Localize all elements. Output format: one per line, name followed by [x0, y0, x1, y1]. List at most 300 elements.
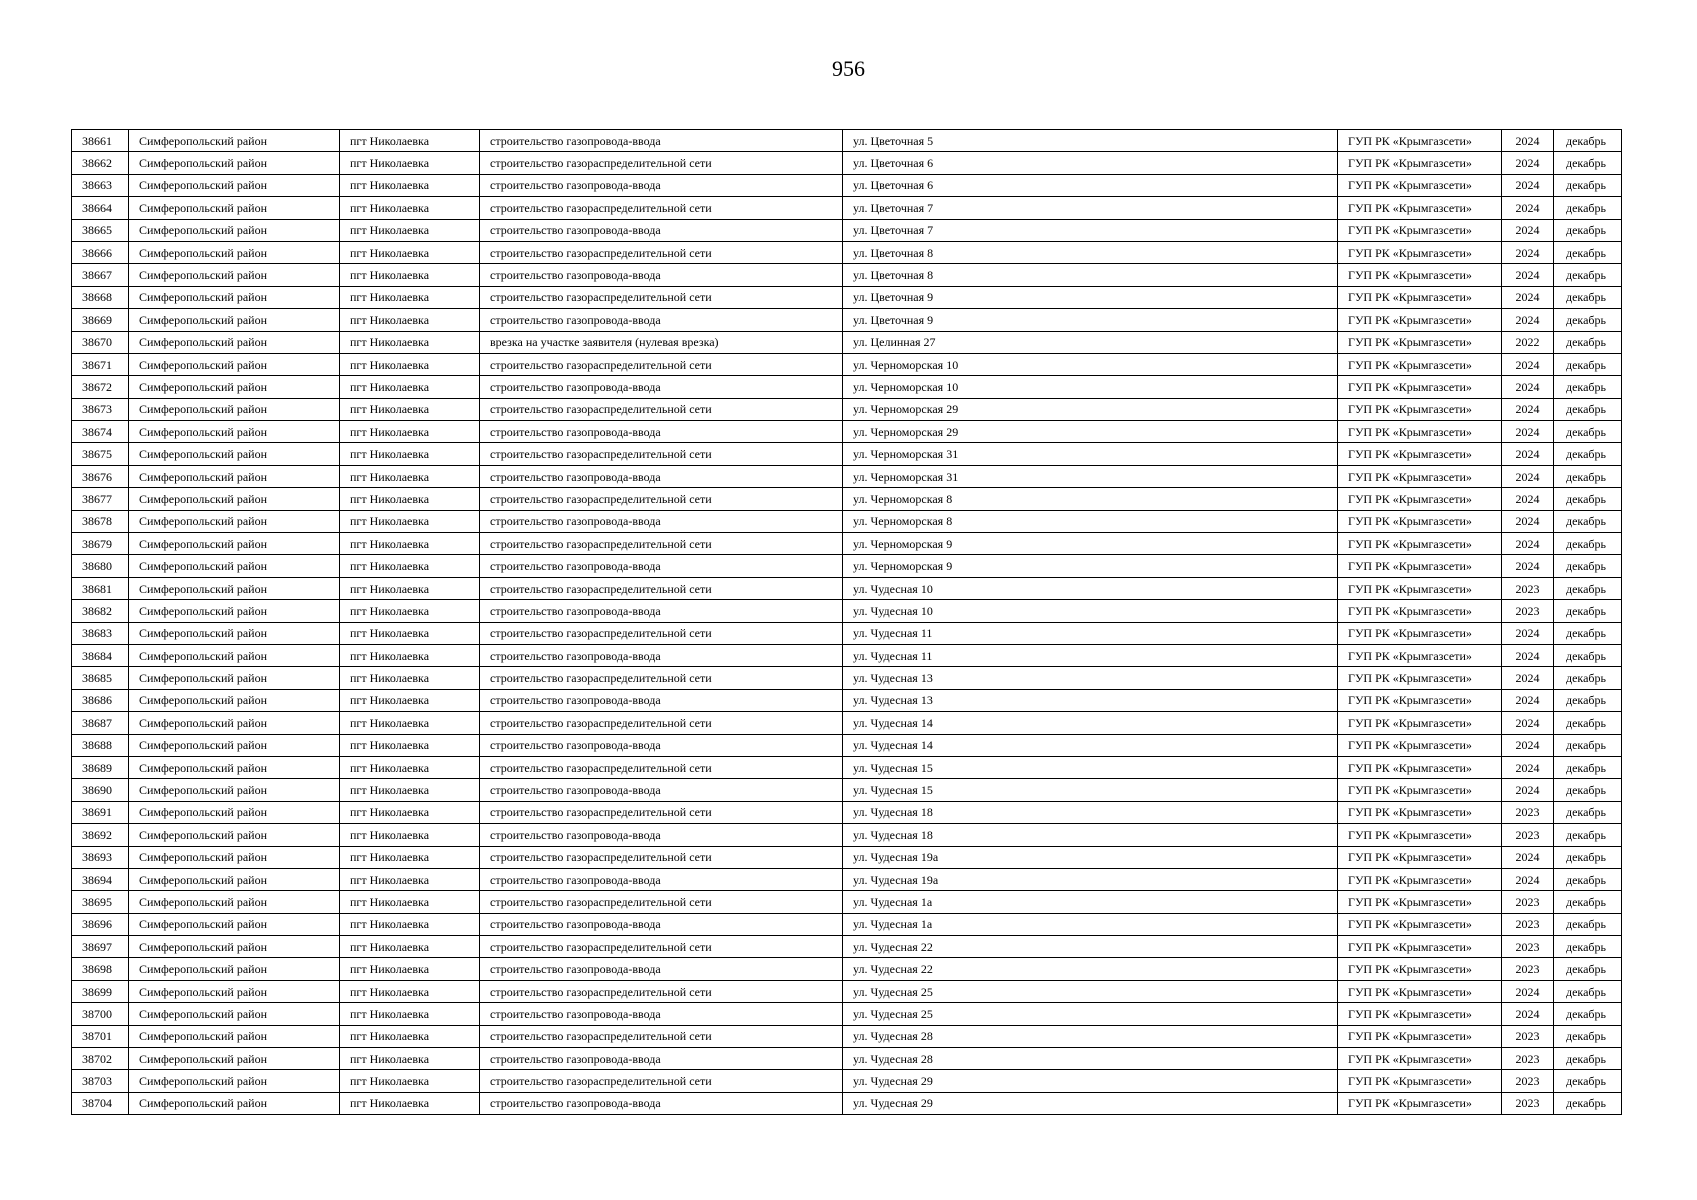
settlement-cell: пгт Николаевка [340, 577, 480, 599]
table-row [72, 980, 1622, 1002]
district-cell: Симферопольский район [129, 219, 340, 241]
district-cell: Симферопольский район [129, 936, 340, 958]
settlement-cell: пгт Николаевка [340, 443, 480, 465]
record-number-cell: 38670 [72, 331, 129, 353]
address-cell: ул. Цветочная 6 [843, 152, 1338, 174]
address-cell: ул. Чудесная 19а [843, 868, 1338, 890]
table-row [72, 465, 1622, 487]
address-cell: ул. Чудесная 10 [843, 600, 1338, 622]
organization-cell: ГУП РК «Крымгазсети» [1338, 644, 1502, 666]
settlement-cell: пгт Николаевка [340, 174, 480, 196]
address-cell: ул. Черноморская 8 [843, 510, 1338, 532]
settlement-cell: пгт Николаевка [340, 398, 480, 420]
organization-cell: ГУП РК «Крымгазсети» [1338, 510, 1502, 532]
organization-cell: ГУП РК «Крымгазсети» [1338, 197, 1502, 219]
work-type-cell: строительство газораспределительной сети [480, 667, 843, 689]
organization-cell: ГУП РК «Крымгазсети» [1338, 577, 1502, 599]
district-cell: Симферопольский район [129, 1092, 340, 1114]
table-row [72, 936, 1622, 958]
district-cell: Симферопольский район [129, 1025, 340, 1047]
record-number-cell: 38693 [72, 846, 129, 868]
year-cell: 2024 [1502, 555, 1554, 577]
year-cell: 2024 [1502, 443, 1554, 465]
settlement-cell: пгт Николаевка [340, 533, 480, 555]
record-number-cell: 38666 [72, 241, 129, 263]
record-number-cell: 38664 [72, 197, 129, 219]
organization-cell: ГУП РК «Крымгазсети» [1338, 264, 1502, 286]
work-type-cell: строительство газораспределительной сети [480, 846, 843, 868]
organization-cell: ГУП РК «Крымгазсети» [1338, 421, 1502, 443]
table-row [72, 331, 1622, 353]
month-cell: декабрь [1554, 152, 1622, 174]
work-type-cell: строительство газораспределительной сети [480, 353, 843, 375]
work-type-cell: строительство газопровода-ввода [480, 1003, 843, 1025]
address-cell: ул. Цветочная 8 [843, 241, 1338, 263]
month-cell: декабрь [1554, 891, 1622, 913]
work-type-cell: строительство газораспределительной сети [480, 443, 843, 465]
district-cell: Симферопольский район [129, 958, 340, 980]
address-cell: ул. Черноморская 29 [843, 398, 1338, 420]
district-cell: Симферопольский район [129, 443, 340, 465]
organization-cell: ГУП РК «Крымгазсети» [1338, 622, 1502, 644]
month-cell: декабрь [1554, 130, 1622, 152]
record-number-cell: 38690 [72, 779, 129, 801]
district-cell: Симферопольский район [129, 1070, 340, 1092]
year-cell: 2024 [1502, 868, 1554, 890]
work-type-cell: строительство газопровода-ввода [480, 689, 843, 711]
organization-cell: ГУП РК «Крымгазсети» [1338, 779, 1502, 801]
record-number-cell: 38697 [72, 936, 129, 958]
organization-cell: ГУП РК «Крымгазсети» [1338, 555, 1502, 577]
district-cell: Симферопольский район [129, 667, 340, 689]
table-row [72, 421, 1622, 443]
month-cell: декабрь [1554, 376, 1622, 398]
address-cell: ул. Чудесная 10 [843, 577, 1338, 599]
district-cell: Симферопольский район [129, 846, 340, 868]
month-cell: декабрь [1554, 331, 1622, 353]
settlement-cell: пгт Николаевка [340, 1092, 480, 1114]
year-cell: 2024 [1502, 197, 1554, 219]
work-type-cell: строительство газопровода-ввода [480, 734, 843, 756]
organization-cell: ГУП РК «Крымгазсети» [1338, 1048, 1502, 1070]
month-cell: декабрь [1554, 421, 1622, 443]
month-cell: декабрь [1554, 846, 1622, 868]
address-cell: ул. Цветочная 5 [843, 130, 1338, 152]
year-cell: 2024 [1502, 241, 1554, 263]
settlement-cell: пгт Николаевка [340, 510, 480, 532]
year-cell: 2024 [1502, 644, 1554, 666]
settlement-cell: пгт Николаевка [340, 622, 480, 644]
settlement-cell: пгт Николаевка [340, 353, 480, 375]
address-cell: ул. Цветочная 7 [843, 219, 1338, 241]
month-cell: декабрь [1554, 488, 1622, 510]
organization-cell: ГУП РК «Крымгазсети» [1338, 980, 1502, 1002]
table-row [72, 958, 1622, 980]
record-number-cell: 38668 [72, 286, 129, 308]
table-row [72, 197, 1622, 219]
year-cell: 2024 [1502, 980, 1554, 1002]
table-row [72, 913, 1622, 935]
year-cell: 2024 [1502, 174, 1554, 196]
district-cell: Симферопольский район [129, 734, 340, 756]
work-type-cell: строительство газораспределительной сети [480, 712, 843, 734]
address-cell: ул. Цветочная 9 [843, 286, 1338, 308]
work-type-cell: строительство газопровода-ввода [480, 264, 843, 286]
district-cell: Симферопольский район [129, 891, 340, 913]
record-number-cell: 38675 [72, 443, 129, 465]
work-type-cell: строительство газопровода-ввода [480, 309, 843, 331]
work-type-cell: строительство газораспределительной сети [480, 891, 843, 913]
organization-cell: ГУП РК «Крымгазсети» [1338, 1092, 1502, 1114]
table-row [72, 734, 1622, 756]
address-cell: ул. Чудесная 13 [843, 667, 1338, 689]
month-cell: декабрь [1554, 174, 1622, 196]
month-cell: декабрь [1554, 286, 1622, 308]
organization-cell: ГУП РК «Крымгазсети» [1338, 756, 1502, 778]
record-number-cell: 38673 [72, 398, 129, 420]
address-cell: ул. Цветочная 6 [843, 174, 1338, 196]
district-cell: Симферопольский район [129, 197, 340, 219]
year-cell: 2024 [1502, 353, 1554, 375]
month-cell: декабрь [1554, 510, 1622, 532]
year-cell: 2024 [1502, 667, 1554, 689]
record-number-cell: 38669 [72, 309, 129, 331]
address-cell: ул. Чудесная 15 [843, 756, 1338, 778]
record-number-cell: 38692 [72, 824, 129, 846]
organization-cell: ГУП РК «Крымгазсети» [1338, 488, 1502, 510]
record-number-cell: 38674 [72, 421, 129, 443]
settlement-cell: пгт Николаевка [340, 644, 480, 666]
organization-cell: ГУП РК «Крымгазсети» [1338, 152, 1502, 174]
work-type-cell: строительство газораспределительной сети [480, 1070, 843, 1092]
organization-cell: ГУП РК «Крымгазсети» [1338, 734, 1502, 756]
work-type-cell: строительство газопровода-ввода [480, 376, 843, 398]
address-cell: ул. Чудесная 18 [843, 801, 1338, 823]
settlement-cell: пгт Николаевка [340, 286, 480, 308]
work-type-cell: строительство газопровода-ввода [480, 824, 843, 846]
year-cell: 2024 [1502, 533, 1554, 555]
work-type-cell: строительство газопровода-ввода [480, 1048, 843, 1070]
settlement-cell: пгт Николаевка [340, 958, 480, 980]
year-cell: 2023 [1502, 936, 1554, 958]
month-cell: декабрь [1554, 353, 1622, 375]
district-cell: Симферопольский район [129, 980, 340, 1002]
work-type-cell: строительство газораспределительной сети [480, 936, 843, 958]
table-row [72, 174, 1622, 196]
year-cell: 2023 [1502, 1048, 1554, 1070]
month-cell: декабрь [1554, 600, 1622, 622]
month-cell: декабрь [1554, 1048, 1622, 1070]
address-cell: ул. Чудесная 28 [843, 1048, 1338, 1070]
year-cell: 2024 [1502, 219, 1554, 241]
year-cell: 2023 [1502, 1070, 1554, 1092]
organization-cell: ГУП РК «Крымгазсети» [1338, 309, 1502, 331]
work-type-cell: строительство газопровода-ввода [480, 130, 843, 152]
work-type-cell: строительство газораспределительной сети [480, 286, 843, 308]
district-cell: Симферопольский район [129, 689, 340, 711]
address-cell: ул. Чудесная 1а [843, 891, 1338, 913]
record-number-cell: 38688 [72, 734, 129, 756]
district-cell: Симферопольский район [129, 779, 340, 801]
month-cell: декабрь [1554, 868, 1622, 890]
record-number-cell: 38689 [72, 756, 129, 778]
year-cell: 2024 [1502, 264, 1554, 286]
table-row [72, 510, 1622, 532]
settlement-cell: пгт Николаевка [340, 712, 480, 734]
address-cell: ул. Чудесная 11 [843, 622, 1338, 644]
settlement-cell: пгт Николаевка [340, 197, 480, 219]
year-cell: 2024 [1502, 846, 1554, 868]
organization-cell: ГУП РК «Крымгазсети» [1338, 465, 1502, 487]
month-cell: декабрь [1554, 309, 1622, 331]
organization-cell: ГУП РК «Крымгазсети» [1338, 533, 1502, 555]
table-row [72, 1092, 1622, 1114]
settlement-cell: пгт Николаевка [340, 868, 480, 890]
district-cell: Симферопольский район [129, 376, 340, 398]
record-number-cell: 38686 [72, 689, 129, 711]
work-type-cell: строительство газораспределительной сети [480, 1025, 843, 1047]
table-row [72, 533, 1622, 555]
record-number-cell: 38698 [72, 958, 129, 980]
month-cell: декабрь [1554, 197, 1622, 219]
organization-cell: ГУП РК «Крымгазсети» [1338, 868, 1502, 890]
month-cell: декабрь [1554, 1070, 1622, 1092]
organization-cell: ГУП РК «Крымгазсети» [1338, 331, 1502, 353]
table-row [72, 622, 1622, 644]
address-cell: ул. Чудесная 15 [843, 779, 1338, 801]
month-cell: декабрь [1554, 936, 1622, 958]
organization-cell: ГУП РК «Крымгазсети» [1338, 801, 1502, 823]
address-cell: ул. Цветочная 9 [843, 309, 1338, 331]
district-cell: Симферопольский район [129, 286, 340, 308]
district-cell: Симферопольский район [129, 152, 340, 174]
address-cell: ул. Черноморская 31 [843, 465, 1338, 487]
organization-cell: ГУП РК «Крымгазсети» [1338, 241, 1502, 263]
year-cell: 2024 [1502, 465, 1554, 487]
work-type-cell: врезка на участке заявителя (нулевая врезка) [480, 331, 843, 353]
work-type-cell: строительство газораспределительной сети [480, 622, 843, 644]
year-cell: 2024 [1502, 286, 1554, 308]
district-cell: Симферопольский район [129, 130, 340, 152]
work-type-cell: строительство газораспределительной сети [480, 980, 843, 1002]
work-type-cell: строительство газопровода-ввода [480, 174, 843, 196]
organization-cell: ГУП РК «Крымгазсети» [1338, 667, 1502, 689]
work-type-cell: строительство газопровода-ввода [480, 913, 843, 935]
address-cell: ул. Чудесная 29 [843, 1092, 1338, 1114]
table-row [72, 398, 1622, 420]
table-row [72, 241, 1622, 263]
district-cell: Симферопольский район [129, 174, 340, 196]
district-cell: Симферопольский район [129, 353, 340, 375]
record-number-cell: 38680 [72, 555, 129, 577]
year-cell: 2023 [1502, 958, 1554, 980]
organization-cell: ГУП РК «Крымгазсети» [1338, 353, 1502, 375]
district-cell: Симферопольский район [129, 622, 340, 644]
table-row [72, 689, 1622, 711]
organization-cell: ГУП РК «Крымгазсети» [1338, 398, 1502, 420]
district-cell: Симферопольский район [129, 712, 340, 734]
month-cell: декабрь [1554, 644, 1622, 666]
table-row [72, 846, 1622, 868]
district-cell: Симферопольский район [129, 241, 340, 263]
settlement-cell: пгт Николаевка [340, 980, 480, 1002]
record-number-cell: 38682 [72, 600, 129, 622]
record-number-cell: 38691 [72, 801, 129, 823]
table-row [72, 130, 1622, 152]
work-type-cell: строительство газораспределительной сети [480, 398, 843, 420]
month-cell: декабрь [1554, 219, 1622, 241]
year-cell: 2023 [1502, 1025, 1554, 1047]
registry-body [72, 130, 1622, 1115]
year-cell: 2024 [1502, 779, 1554, 801]
district-cell: Симферопольский район [129, 398, 340, 420]
district-cell: Симферопольский район [129, 1048, 340, 1070]
work-type-cell: строительство газопровода-ввода [480, 219, 843, 241]
table-row [72, 219, 1622, 241]
month-cell: декабрь [1554, 913, 1622, 935]
address-cell: ул. Чудесная 22 [843, 936, 1338, 958]
month-cell: декабрь [1554, 756, 1622, 778]
table-row [72, 644, 1622, 666]
district-cell: Симферопольский район [129, 1003, 340, 1025]
address-cell: ул. Чудесная 28 [843, 1025, 1338, 1047]
work-type-cell: строительство газопровода-ввода [480, 644, 843, 666]
table-row [72, 801, 1622, 823]
organization-cell: ГУП РК «Крымгазсети» [1338, 936, 1502, 958]
table-row [72, 353, 1622, 375]
month-cell: декабрь [1554, 689, 1622, 711]
month-cell: декабрь [1554, 734, 1622, 756]
record-number-cell: 38699 [72, 980, 129, 1002]
district-cell: Симферопольский район [129, 913, 340, 935]
settlement-cell: пгт Николаевка [340, 779, 480, 801]
district-cell: Симферопольский район [129, 824, 340, 846]
organization-cell: ГУП РК «Крымгазсети» [1338, 1070, 1502, 1092]
month-cell: декабрь [1554, 264, 1622, 286]
district-cell: Симферопольский район [129, 801, 340, 823]
month-cell: декабрь [1554, 801, 1622, 823]
table-row [72, 152, 1622, 174]
address-cell: ул. Целинная 27 [843, 331, 1338, 353]
record-number-cell: 38671 [72, 353, 129, 375]
month-cell: декабрь [1554, 980, 1622, 1002]
month-cell: декабрь [1554, 712, 1622, 734]
table-row [72, 488, 1622, 510]
record-number-cell: 38683 [72, 622, 129, 644]
settlement-cell: пгт Николаевка [340, 1048, 480, 1070]
address-cell: ул. Черноморская 9 [843, 533, 1338, 555]
work-type-cell: строительство газопровода-ввода [480, 465, 843, 487]
table-row [72, 756, 1622, 778]
address-cell: ул. Черноморская 10 [843, 376, 1338, 398]
year-cell: 2023 [1502, 824, 1554, 846]
address-cell: ул. Чудесная 11 [843, 644, 1338, 666]
address-cell: ул. Чудесная 29 [843, 1070, 1338, 1092]
record-number-cell: 38677 [72, 488, 129, 510]
settlement-cell: пгт Николаевка [340, 309, 480, 331]
organization-cell: ГУП РК «Крымгазсети» [1338, 689, 1502, 711]
settlement-cell: пгт Николаевка [340, 465, 480, 487]
table-row [72, 1048, 1622, 1070]
work-type-cell: строительство газопровода-ввода [480, 555, 843, 577]
settlement-cell: пгт Николаевка [340, 264, 480, 286]
settlement-cell: пгт Николаевка [340, 331, 480, 353]
year-cell: 2024 [1502, 488, 1554, 510]
district-cell: Симферопольский район [129, 577, 340, 599]
year-cell: 2024 [1502, 376, 1554, 398]
year-cell: 2023 [1502, 801, 1554, 823]
table-row [72, 555, 1622, 577]
settlement-cell: пгт Николаевка [340, 600, 480, 622]
record-number-cell: 38672 [72, 376, 129, 398]
address-cell: ул. Чудесная 25 [843, 1003, 1338, 1025]
organization-cell: ГУП РК «Крымгазсети» [1338, 891, 1502, 913]
table-row [72, 1070, 1622, 1092]
settlement-cell: пгт Николаевка [340, 913, 480, 935]
district-cell: Симферопольский район [129, 555, 340, 577]
record-number-cell: 38696 [72, 913, 129, 935]
work-type-cell: строительство газопровода-ввода [480, 600, 843, 622]
record-number-cell: 38681 [72, 577, 129, 599]
record-number-cell: 38700 [72, 1003, 129, 1025]
settlement-cell: пгт Николаевка [340, 756, 480, 778]
organization-cell: ГУП РК «Крымгазсети» [1338, 846, 1502, 868]
address-cell: ул. Черноморская 8 [843, 488, 1338, 510]
year-cell: 2023 [1502, 1092, 1554, 1114]
record-number-cell: 38665 [72, 219, 129, 241]
table-row [72, 891, 1622, 913]
gasification-registry-table [71, 129, 1622, 1115]
table-row [72, 577, 1622, 599]
settlement-cell: пгт Николаевка [340, 801, 480, 823]
settlement-cell: пгт Николаевка [340, 421, 480, 443]
organization-cell: ГУП РК «Крымгазсети» [1338, 286, 1502, 308]
address-cell: ул. Чудесная 18 [843, 824, 1338, 846]
address-cell: ул. Черноморская 31 [843, 443, 1338, 465]
table-row [72, 443, 1622, 465]
district-cell: Симферопольский район [129, 264, 340, 286]
table-row [72, 868, 1622, 890]
record-number-cell: 38702 [72, 1048, 129, 1070]
settlement-cell: пгт Николаевка [340, 219, 480, 241]
address-cell: ул. Черноморская 29 [843, 421, 1338, 443]
year-cell: 2024 [1502, 734, 1554, 756]
month-cell: декабрь [1554, 667, 1622, 689]
year-cell: 2024 [1502, 398, 1554, 420]
settlement-cell: пгт Николаевка [340, 152, 480, 174]
district-cell: Симферопольский район [129, 756, 340, 778]
month-cell: декабрь [1554, 958, 1622, 980]
address-cell: ул. Чудесная 14 [843, 712, 1338, 734]
organization-cell: ГУП РК «Крымгазсети» [1338, 712, 1502, 734]
month-cell: декабрь [1554, 1092, 1622, 1114]
table-row [72, 824, 1622, 846]
district-cell: Симферопольский район [129, 488, 340, 510]
table-row [72, 1025, 1622, 1047]
district-cell: Симферопольский район [129, 510, 340, 532]
settlement-cell: пгт Николаевка [340, 824, 480, 846]
organization-cell: ГУП РК «Крымгазсети» [1338, 958, 1502, 980]
month-cell: декабрь [1554, 577, 1622, 599]
record-number-cell: 38694 [72, 868, 129, 890]
year-cell: 2023 [1502, 891, 1554, 913]
settlement-cell: пгт Николаевка [340, 689, 480, 711]
district-cell: Симферопольский район [129, 421, 340, 443]
record-number-cell: 38661 [72, 130, 129, 152]
organization-cell: ГУП РК «Крымгазсети» [1338, 1003, 1502, 1025]
month-cell: декабрь [1554, 779, 1622, 801]
year-cell: 2024 [1502, 130, 1554, 152]
